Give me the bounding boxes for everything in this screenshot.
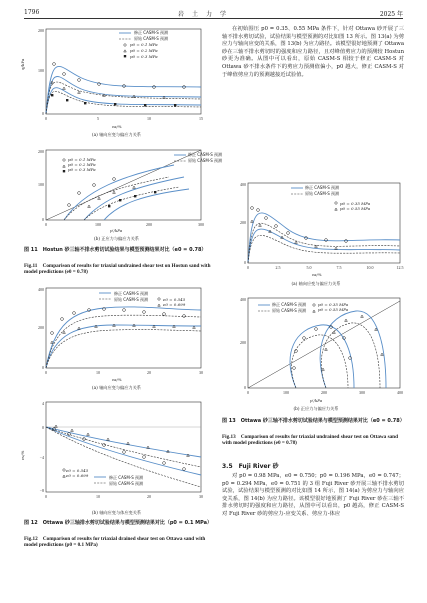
svg-text:0: 0 (244, 385, 246, 390)
fig11a-legend-p03: p0 = 0.3 MPa (130, 54, 158, 59)
section-heading-3-5: 3.5 Fuji River 砂 (222, 463, 279, 470)
fig11b-x-label: p′/kPa (110, 228, 123, 233)
fig12b-legend-e0a: e0 = 0.545 (66, 468, 89, 473)
svg-text:200: 200 (38, 149, 44, 154)
fig11b-plot (24, 145, 209, 235)
page-number: 1796 (24, 9, 40, 16)
fig11a-subcaption: (a) 轴向应变与偏应力关系 (92, 132, 141, 137)
fig12a-legend-modified: 修正 CASM-S 预测 (114, 291, 149, 296)
svg-text:0: 0 (42, 111, 44, 116)
svg-text:0: 0 (45, 116, 47, 121)
svg-text:0: 0 (247, 390, 249, 395)
svg-text:20: 20 (147, 494, 151, 499)
svg-text:4: 4 (42, 401, 44, 406)
fig13b-subcaption: (b) 正应力与偏应力关系 (293, 406, 339, 411)
svg-text:7.5: 7.5 (336, 265, 342, 270)
fig13a-legend-modified: 修正 CASM-S 预测 (305, 185, 340, 190)
fig13b-x-label: p′/kPa (310, 398, 323, 403)
fig11b-legend-p03: p0 = 0.3 MPa (68, 167, 96, 172)
svg-text:10: 10 (96, 494, 100, 499)
svg-text:10.0: 10.0 (366, 265, 374, 270)
svg-text:400: 400 (38, 287, 44, 292)
svg-text:100: 100 (283, 390, 289, 395)
fig12-caption-en: Fig.12 Comparison of results for triaxial drained shear test on Ottawa sand with model predictions (p0 = 0.1 MPa) (24, 536, 206, 548)
svg-text:0: 0 (45, 370, 47, 375)
fig13-caption-cn: 图 13 Ottawa 砂三轴不排水剪切试验结果与模型预测结果对比（e0 = 0.78） (222, 418, 405, 424)
svg-text:5.0: 5.0 (306, 265, 312, 270)
svg-text:10: 10 (147, 116, 151, 121)
svg-text:30: 30 (199, 370, 203, 375)
svg-text:10: 10 (96, 370, 100, 375)
fig12a-subcaption: (a) 轴向应变与偏应力关系 (92, 385, 141, 390)
fig13a-x-label: εa/% (312, 272, 322, 277)
header-rule (24, 18, 403, 19)
fig13-caption-en: Fig.13 Comparison of results for triaxial undrained shear test on Ottawa sand with model predictions (e0 = 0.78) (222, 434, 398, 446)
svg-text:0: 0 (42, 365, 44, 370)
fig11a-legend-p02: p0 = 0.2 MPa (130, 48, 158, 53)
paragraph-fuji-river: 对 p0 = 0.98 MPa，e0 = 0.750；p0 = 0.196 MPa，e0 = 0.747；p0 = 0.294 MPa，e0 = 0.751 的 3 组 Fuji River 砂开展三轴不排水剪切试验，试验结果与模型预测的对比如图 14 所示，图 14(a) 为剪应力与轴向应变关系，图 14(b) 为应力路径。该模型很好地预测了 Fuji River 砂在三轴不排水剪切时的强度和应力路径，从图中可以看出，p0 越高，修正 CASM-S 对 Fuji River 砂的剪应力-应变关系、剪应力-体应 (222, 473, 404, 517)
svg-text:30: 30 (199, 494, 203, 499)
fig12a-x-label: εa/% (112, 377, 122, 382)
svg-text:0: 0 (45, 222, 47, 227)
svg-text:100: 100 (95, 222, 101, 227)
svg-text:400: 400 (240, 182, 246, 187)
fig13b-legend-p055: p0 = 0.55 MPa (318, 307, 349, 312)
fig11a-x-label: εa/% (112, 124, 122, 129)
fig11b-legend-original: 原始 CASM-S 预测 (188, 158, 223, 163)
fig11b-subcaption: (b) 正应力与偏应力关系 (94, 236, 139, 241)
journal-title: 岩 土 力 学 (178, 11, 228, 18)
fig11b-legend-p02: p0 = 0.2 MPa (68, 162, 96, 167)
svg-text:300: 300 (359, 390, 365, 395)
fig11a-legend-original: 原始 CASM-S 预测 (134, 36, 169, 41)
svg-text:0: 0 (247, 265, 249, 270)
fig13b-legend-original: 原始 CASM-S 预测 (272, 308, 307, 313)
fig12a-legend-e0b: e0 = 0.699 (163, 302, 186, 307)
fig12-caption-cn: 图 12 Ottawa 砂三轴排水剪切试验结果与模型预测结果对比（p0 = 0.1 MPa） (24, 520, 213, 526)
svg-text:2.5: 2.5 (275, 265, 281, 270)
fig12a-legend-e0a: e0 = 0.545 (163, 297, 186, 302)
svg-text:0: 0 (244, 260, 246, 265)
fig13b-legend-modified: 修正 CASM-S 预测 (272, 302, 307, 307)
fig13a-subcaption: (a) 轴向应变与偏应力关系 (291, 281, 341, 286)
fig12b-legend-e0b: e0 = 0.699 (66, 473, 89, 478)
svg-text:200: 200 (146, 222, 152, 227)
fig13b-plot (226, 293, 406, 408)
svg-text:200: 200 (321, 390, 327, 395)
svg-text:200: 200 (240, 340, 246, 345)
fig12b-legend-modified: 修正 CASM-S 预测 (109, 475, 144, 480)
fig11a-legend-modified: 修正 CASM-S 预测 (134, 30, 169, 35)
fig13b-legend-p035: p0 = 0.35 MPa (318, 302, 349, 307)
svg-text:15: 15 (199, 116, 203, 121)
svg-text:−8: −8 (39, 488, 44, 493)
svg-text:100: 100 (38, 68, 44, 73)
svg-text:5: 5 (97, 116, 99, 121)
svg-text:100: 100 (38, 182, 44, 187)
fig12b-plot (24, 397, 209, 509)
svg-text:300: 300 (198, 222, 204, 227)
svg-text:12.5: 12.5 (396, 265, 404, 270)
fig11-caption-en: Fig.11 Comparison of results for triaxial undrained shear test on Hostun sand with model predictions (e0 = 0.78) (24, 263, 211, 275)
svg-text:400: 400 (240, 297, 246, 302)
svg-text:0: 0 (42, 425, 44, 430)
year: 2025 年 (379, 11, 403, 18)
svg-text:200: 200 (38, 325, 44, 330)
fig12b-subcaption: (b) 轴向应变与体应变关系 (91, 510, 142, 515)
fig13a-legend-p035: p0 = 0.35 MPa (340, 201, 371, 206)
svg-text:200: 200 (38, 28, 44, 33)
fig11a-legend-p01: p0 = 0.1 MPa (130, 42, 158, 47)
paragraph-fig13-discussion: 在初始围压 p0 = 0.35、0.55 MPa 条件下，针对 Ottawa 砂开展了三轴不排水剪切试验，试验结果与模型预测的对比如图 13 所示。图 13(a) 为剪应力与轴向应变的关系，图 13(b) 为应力路径。该模型很好地预测了 Ottawa 砂在三轴不排水剪切时的强度和应力路径，且对峰值剪应力的预测较 Hostun 砂更为准确。从图中可以看出，原始 CASM-S 相较于修正 CASM-S 对 Ottawa 砂不排水条件下的剪应力预测值偏小，p0 越大，修正 CASM-S 对于峰值剪应力的预测越接近试验值。 (222, 26, 404, 78)
fig12a-legend-original: 原始 CASM-S 预测 (114, 297, 149, 302)
fig12b-y-label: εv/% (20, 450, 25, 460)
fig11b-legend-p01: p0 = 0.1 MPa (68, 157, 96, 162)
svg-text:0: 0 (42, 217, 44, 222)
svg-text:20: 20 (147, 370, 151, 375)
svg-text:400: 400 (397, 390, 403, 395)
svg-text:200: 200 (240, 220, 246, 225)
svg-text:−4: −4 (39, 455, 44, 460)
fig11a-y-label: q/kPa (20, 58, 25, 70)
fig11-caption-cn: 图 11 Hostun 砂三轴不排水剪切试验结果与模型预测结果对比（e0 = 0.78） (24, 247, 207, 253)
fig11a-plot (24, 24, 209, 134)
fig13a-legend-original: 原始 CASM-S 预测 (305, 191, 340, 196)
fig13a-legend-p055: p0 = 0.55 MPa (340, 206, 371, 211)
fig12b-legend-original: 原始 CASM-S 预测 (109, 481, 144, 486)
fig11b-legend-modified: 修正 CASM-S 预测 (188, 152, 223, 157)
svg-text:0: 0 (45, 494, 47, 499)
